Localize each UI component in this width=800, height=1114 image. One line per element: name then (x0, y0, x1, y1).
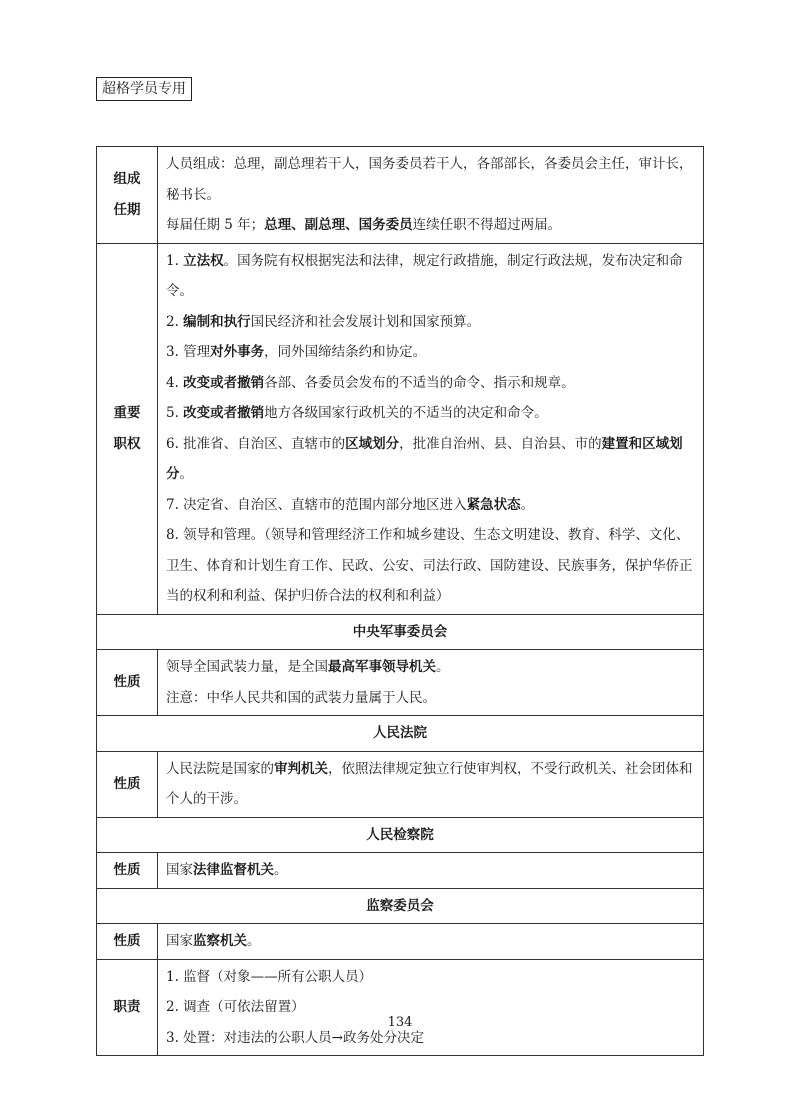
procuratorate-title-row (97, 817, 704, 853)
court-nature-content: 人民法院是国家的审判机关，依照法律规定独立行使审判权，不受行政机关、社会团体和个人的干涉。 (158, 751, 704, 817)
nature-label: 性质 (97, 924, 158, 960)
military-nature-content (158, 650, 704, 716)
composition-line-2: 每届任期 5 年；总理、副总理、国务委员连续任职不得超过两届。 (166, 217, 562, 233)
label-line: 任期 (113, 201, 141, 218)
power-item-7: 7. 决定省、自治区、直辖市的范围内部分地区进入紧急状态。 (166, 496, 535, 513)
duty-item-1: 1. 监督（对象——所有公职人员） (166, 968, 373, 985)
duty-item-2: 2. 调查（可依法留置） (166, 999, 305, 1015)
content-table (96, 146, 704, 1056)
court-nature-row (97, 751, 704, 817)
section-title: 人民检察院 (97, 817, 704, 853)
power-item-2: 2. 编制和执行国民经济和社会发展计划和国家预算。 (166, 313, 481, 330)
procuratorate-nature-row (97, 853, 704, 889)
power-item-6: 6. 批准省、自治区、直辖市的区域划分，批准自治州、县、自治县、市的建置和区域划分。 (166, 435, 683, 482)
composition-content (158, 147, 704, 244)
procuratorate-nature-content: 国家法律监督机关。 (158, 853, 704, 889)
supervision-title-row (97, 888, 704, 924)
label-line: 重要 (113, 405, 141, 421)
power-item-3: 3. 管理对外事务，同外国缔结条约和协定。 (166, 344, 427, 360)
composition-label (97, 147, 158, 244)
court-title-row (97, 716, 704, 752)
military-nature-row (97, 650, 704, 716)
powers-label (97, 243, 158, 614)
composition-row (97, 147, 704, 244)
supervision-duty-content (158, 959, 704, 1056)
military-line-2: 注意：中华人民共和国的武装力量属于人民。 (166, 689, 436, 706)
nature-label: 性质 (97, 751, 158, 817)
power-item-5: 5. 改变或者撤销地方各级国家行政机关的不适当的决定和命令。 (166, 405, 548, 421)
section-title: 人民法院 (97, 716, 704, 752)
page-number: 134 (387, 1015, 413, 1030)
duty-item-3: 3. 处置：对违法的公职人员→政务处分决定 (166, 1029, 424, 1046)
supervision-nature-content: 国家监察机关。 (158, 924, 704, 960)
section-title: 中央军事委员会 (97, 614, 704, 650)
supervision-nature-row (97, 924, 704, 960)
section-title: 监察委员会 (97, 888, 704, 924)
nature-label: 性质 (97, 853, 158, 889)
military-title-row (97, 614, 704, 650)
supervision-duty-row (97, 959, 704, 1056)
powers-content (158, 243, 704, 614)
composition-line-1: 人员组成：总理，副总理若干人，国务委员若干人，各部部长，各委员会主任，审计长，秘书长。 (166, 156, 693, 203)
military-line-1: 领导全国武装力量，是全国最高军事领导机关。 (166, 659, 450, 675)
power-item-1: 1. 立法权。国务院有权根据宪法和法律，规定行政措施，制定行政法规，发布决定和命令。 (166, 252, 683, 299)
label-line: 职权 (113, 435, 141, 452)
power-item-8: 8. 领导和管理。（领导和管理经济工作和城乡建设、生态文明建设、教育、科学、文化、卫生、体育和计划生育工作、民政、公安、司法行政、国防建设、民族事务，保护华侨正当的权利和利益、保护归侨合法的权利和利益） (166, 527, 693, 604)
nature-label: 性质 (97, 650, 158, 716)
powers-row (97, 243, 704, 614)
duty-label: 职责 (97, 959, 158, 1056)
label-line: 组成 (113, 171, 141, 188)
header-tag: 超格学员专用 (96, 77, 192, 101)
power-item-4: 4. 改变或者撤销各部、各委员会发布的不适当的命令、指示和规章。 (166, 374, 575, 391)
